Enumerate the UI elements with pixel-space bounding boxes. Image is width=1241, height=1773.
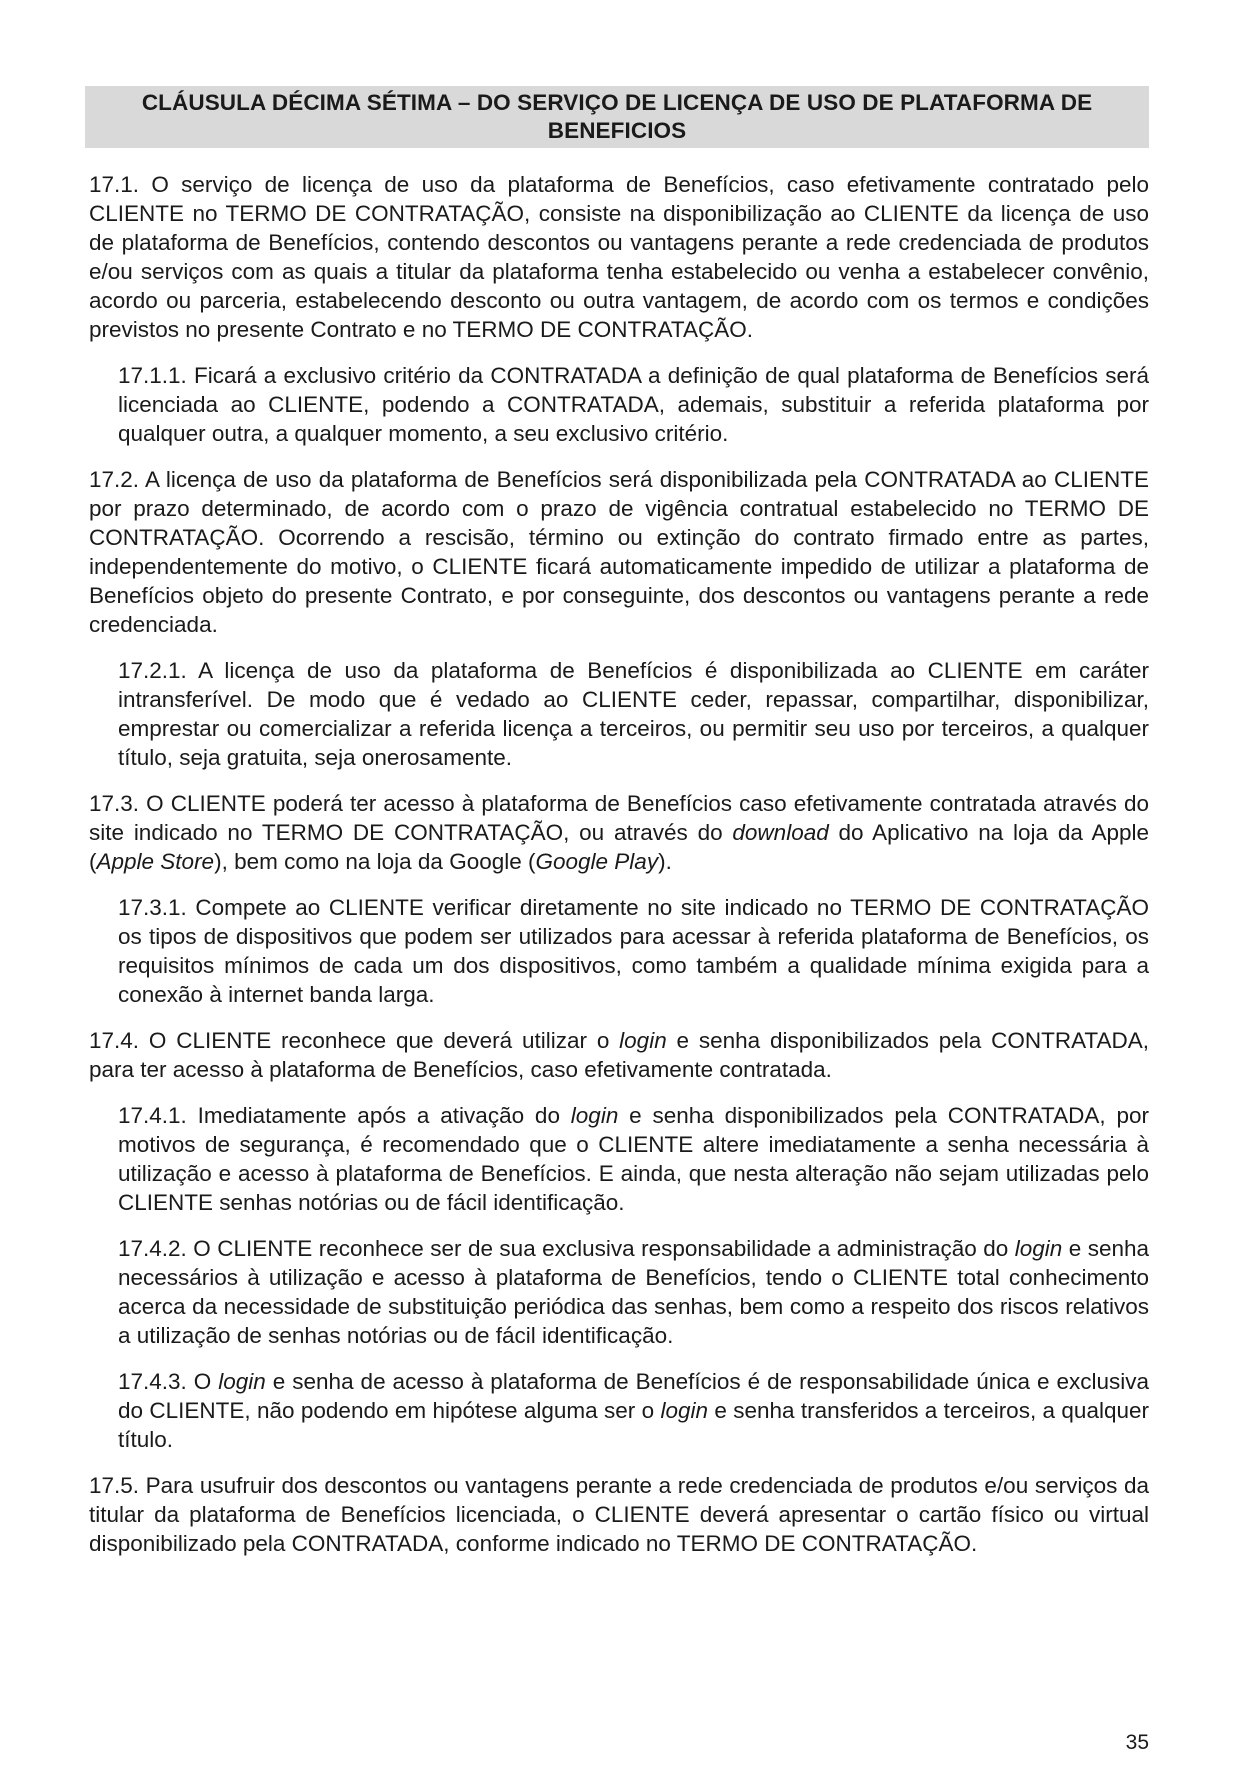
text-segment: ), bem como na loja da Google ( [214, 849, 536, 874]
paragraph-17-4-2 [118, 1234, 1149, 1350]
italic-term: login [570, 1103, 619, 1128]
text-segment: 17.4. O CLIENTE reconhece que deverá utilizar o [89, 1028, 620, 1053]
text-segment: do Aplicativo na loja da Apple ( [89, 820, 1149, 874]
text-segment: e senha de acesso à plataforma de Benefícios é de responsabilidade única e exclusiva do CLIENTE, não podendo em hipótese alguma ser o [118, 1369, 1150, 1423]
text-segment: 17.2.1. A licença de uso da plataforma de Benefícios é disponibilizada ao CLIENTE em caráter intransferível. De modo que é vedado ao CLIENTE ceder, repassar, compartilhar, disponibilizar, emprestar ou comercializar a referida licença a terceiros, ou permitir seu uso por terceiros, a qualquer título, seja gratuita, seja onerosamente. [118, 658, 1149, 770]
italic-term: login [619, 1028, 667, 1053]
italic-term: login [1014, 1236, 1063, 1261]
text-segment: 17.1. O serviço de licença de uso da plataforma de Benefícios, caso efetivamente contratado pelo CLIENTE no TERMO DE CONTRATAÇÃO, consiste na disponibilização ao CLIENTE da licença de uso de plataforma de Benefícios, contendo descontos ou vantagens perante a rede credenciada de produtos e/ou serviços com as quais a titular da plataforma tenha estabelecido ou venha a estabelecer convênio, acordo ou parceria, estabelecendo desconto ou outra vantagem, de acordo com os termos e condições previstos no presente Contrato e no TERMO DE CONTRATAÇÃO. [89, 172, 1149, 342]
paragraph-17-3 [89, 789, 1149, 876]
paragraph-17-3-1 [118, 893, 1149, 1009]
text-segment: e senha necessários à utilização e acesso à plataforma de Benefícios, tendo o CLIENTE total conhecimento acerca da necessidade de substituição periódica das senhas, bem como a respeito dos riscos relativos a utilização de senhas notórias ou de fácil identificação. [118, 1236, 1149, 1348]
paragraph-17-4-3 [118, 1367, 1149, 1454]
italic-term: Apple Store [96, 849, 215, 874]
clause-heading: CLÁUSULA DÉCIMA SÉTIMA – DO SERVIÇO DE LICENÇA DE USO DE PLATAFORMA DE BENEFICIOS [85, 86, 1149, 148]
text-segment: 17.3.1. Compete ao CLIENTE verificar diretamente no site indicado no TERMO DE CONTRATAÇÃO os tipos de dispositivos que podem ser utilizados para acessar à referida plataforma de Benefícios, os requisitos mínimos de cada um dos dispositivos, como também a qualidade mínima exigida para a conexão à internet banda larga. [118, 895, 1149, 1007]
text-segment: 17.4.1. Imediatamente após a ativação do [118, 1103, 571, 1128]
paragraph-17-5 [89, 1471, 1149, 1558]
italic-term: Google Play [535, 849, 659, 874]
text-segment: 17.4.3. O [118, 1369, 219, 1394]
paragraph-17-1-1 [118, 361, 1149, 448]
text-segment: ). [658, 849, 672, 874]
text-segment: e senha disponibilizados pela CONTRATADA, para ter acesso à plataforma de Benefícios, caso efetivamente contratada. [89, 1028, 1150, 1082]
page-number: 35 [1125, 1731, 1149, 1754]
text-segment: 17.1.1. Ficará a exclusivo critério da CONTRATADA a definição de qual plataforma de Benefícios será licenciada ao CLIENTE, podendo a CONTRATADA, ademais, substituir a referida plataforma por qualquer outra, a qualquer momento, a seu exclusivo critério. [118, 363, 1149, 446]
text-segment: 17.5. Para usufruir dos descontos ou vantagens perante a rede credenciada de produtos e/ou serviços da titular da plataforma de Benefícios licenciada, o CLIENTE deverá apresentar o cartão físico ou virtual disponibilizado pela CONTRATADA, conforme indicado no TERMO DE CONTRATAÇÃO. [89, 1473, 1149, 1556]
italic-term: login [660, 1398, 709, 1423]
paragraph-17-4 [89, 1026, 1149, 1084]
italic-term: login [218, 1369, 266, 1394]
text-segment: 17.4.2. O CLIENTE reconhece ser de sua exclusiva responsabilidade a administração do [118, 1236, 1015, 1261]
text-segment: 17.2. A licença de uso da plataforma de Benefícios será disponibilizada pela CONTRATADA ao CLIENTE por prazo determinado, de acordo com o prazo de vigência contratual estabelecido no TERMO DE CONTRATAÇÃO. Ocorrendo a rescisão, término ou extinção do contrato firmado entre as partes, independentemente do motivo, o CLIENTE ficará automaticamente impedido de utilizar a plataforma de Benefícios objeto do presente Contrato, e por conseguinte, dos descontos ou vantagens perante a rede credenciada. [89, 467, 1149, 637]
paragraph-17-4-1 [118, 1101, 1149, 1217]
paragraph-17-2-1 [118, 656, 1149, 772]
italic-term: download [732, 820, 829, 845]
text-segment: 17.3. O CLIENTE poderá ter acesso à plataforma de Benefícios caso efetivamente contratada através do site indicado no TERMO DE CONTRATAÇÃO, ou através do [89, 791, 1149, 845]
clause-body [89, 170, 1149, 1575]
paragraph-17-1 [89, 170, 1149, 344]
text-segment: e senha transferidos a terceiros, a qualquer título. [118, 1398, 1149, 1452]
text-segment: e senha disponibilizados pela CONTRATADA, por motivos de segurança, é recomendado que o CLIENTE altere imediatamente a senha necessária à utilização e acesso à plataforma de Benefícios. E ainda, que nesta alteração não sejam utilizadas pelo CLIENTE senhas notórias ou de fácil identificação. [118, 1103, 1150, 1215]
paragraph-17-2 [89, 465, 1149, 639]
